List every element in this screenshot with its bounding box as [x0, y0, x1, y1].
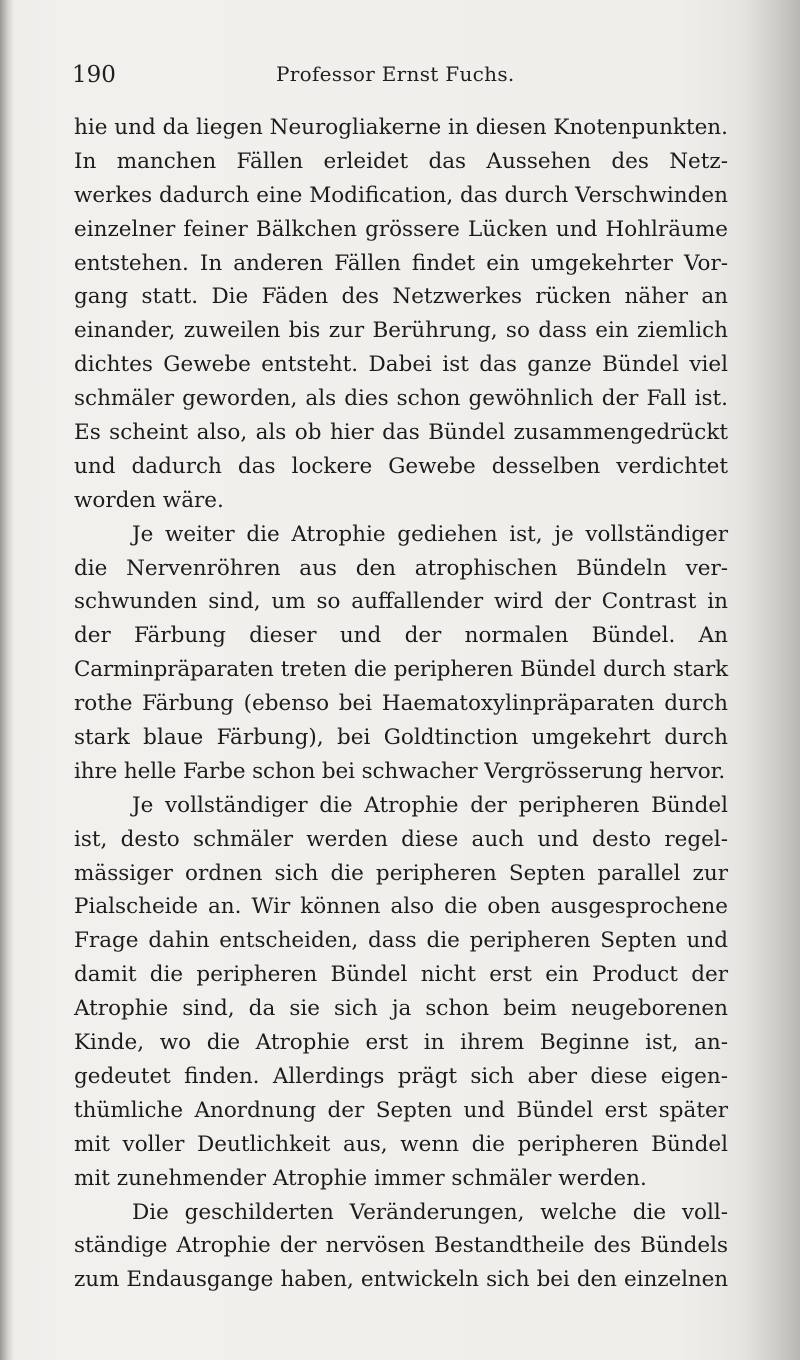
text-line: Carminpräparaten treten die peripheren Bündel durch stark [74, 657, 728, 683]
text-line: Atrophie sind, da sie sich ja schon beim neugeborenen [74, 996, 728, 1022]
running-title: Professor Ernst Fuchs. [276, 62, 515, 86]
text-line: stark blaue Färbung), bei Goldtinction umgekehrt durch [74, 725, 728, 751]
text-line: und dadurch das lockere Gewebe desselben verdichtet [74, 453, 728, 479]
text-line: Kinde, wo die Atrophie erst in ihrem Beginne ist, an- [74, 1030, 728, 1056]
text-line: Je vollständiger die Atrophie der peripheren Bündel [132, 792, 728, 818]
text-line: rothe Färbung (ebenso bei Haematoxylinpräparaten durch [74, 691, 728, 717]
text-line: gang statt. Die Fäden des Netzwerkes rücken näher an [74, 284, 728, 310]
text-line: dichtes Gewebe entsteht. Dabei ist das ganze Bündel viel [74, 352, 728, 378]
text-line: mässiger ordnen sich die peripheren Septen parallel zur [74, 860, 728, 886]
text-line: Je weiter die Atrophie gediehen ist, je vollständiger [132, 521, 728, 547]
text-line: ist, desto schmäler werden diese auch und desto regel- [74, 826, 728, 852]
text-line: In manchen Fällen erleidet das Aussehen des Netz- [74, 148, 728, 174]
text-line: Die geschilderten Veränderungen, welche die voll- [132, 1199, 728, 1225]
text-line: gedeutet finden. Allerdings prägt sich aber diese eigen- [74, 1063, 728, 1089]
text-line: hie und da liegen Neurogliakerne in diesen Knotenpunkten. [74, 115, 728, 140]
text-line: ihre helle Farbe schon bei schwacher Vergrösserung hervor. [74, 758, 726, 784]
text-line: entstehen. In anderen Fällen findet ein umgekehrter Vor- [74, 250, 728, 276]
text-line: mit voller Deutlichkeit aus, wenn die peripheren Bündel [74, 1131, 728, 1157]
text-line: Pialscheide an. Wir können also die oben ausgesprochene [74, 894, 728, 920]
text-line: worden wäre. [74, 487, 224, 513]
text-line: der Färbung dieser und der normalen Bündel. An [74, 623, 728, 649]
text-line: die Nervenröhren aus den atrophischen Bündeln ver- [74, 555, 728, 581]
text-line: einander, zuweilen bis zur Berührung, so dass ein ziemlich [74, 318, 728, 344]
text-line: Frage dahin entscheiden, dass die peripheren Septen und [74, 928, 728, 954]
text-line: einzelner feiner Bälkchen grössere Lücken und Hohlräume [74, 216, 728, 242]
text-line: zum Endausgange haben, entwickeln sich bei den einzelnen [74, 1267, 728, 1293]
page-header [70, 58, 726, 92]
text-line: Es scheint also, als ob hier das Bündel zusammengedrückt [74, 420, 728, 446]
text-line: schwunden sind, um so auffallender wird der Contrast in [74, 589, 728, 615]
body-text [74, 111, 728, 1297]
page-number: 190 [72, 62, 116, 88]
text-line: schmäler geworden, als dies schon gewöhnlich der Fall ist. [74, 386, 728, 412]
text-line: ständige Atrophie der nervösen Bestandtheile des Bündels [74, 1233, 728, 1259]
page-spine-shadow [0, 0, 14, 1360]
text-line: thümliche Anordnung der Septen und Bündel erst später [74, 1097, 728, 1123]
text-line: mit zunehmender Atrophie immer schmäler werden. [74, 1165, 647, 1191]
text-line: werkes dadurch eine Modification, das durch Verschwinden [74, 182, 728, 208]
text-line: damit die peripheren Bündel nicht erst ein Product der [74, 962, 728, 988]
